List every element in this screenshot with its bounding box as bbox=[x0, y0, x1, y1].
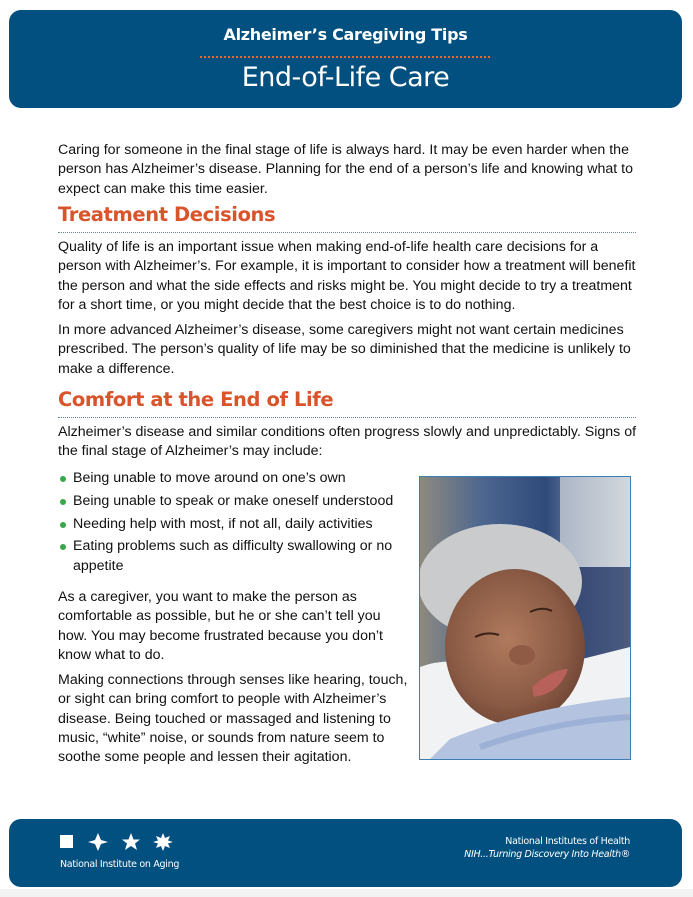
page-title: End-of-Life Care bbox=[241, 62, 450, 93]
starburst-icon bbox=[153, 833, 173, 851]
list-item: Eating problems such as difficulty swallowing or no appetite bbox=[58, 537, 413, 576]
bullet-icon bbox=[60, 499, 66, 505]
nia-label: National Institute on Aging bbox=[60, 859, 180, 870]
comfort-paragraph-1: As a caregiver, you want to make the person as comfortable as possible, but he or she can’t tell you how. You may become frustrated because you don’t know what to do. bbox=[58, 589, 383, 663]
section-heading-comfort: Comfort at the End of Life bbox=[58, 388, 334, 411]
elderly-woman-resting-photo bbox=[419, 476, 631, 760]
section-divider bbox=[58, 232, 636, 233]
five-point-star-icon bbox=[122, 833, 140, 850]
nih-tagline: NIH...Turning Discovery Into Health® bbox=[464, 849, 630, 860]
header-divider bbox=[200, 56, 490, 58]
page-header bbox=[9, 10, 682, 108]
treatment-paragraph-2: In more advanced Alzheimer’s disease, some caregivers might not want certain medicines prescribed. The person’s quality of life may be so diminished that the medicine is unlikely to make a difference. bbox=[58, 322, 631, 377]
photo-illustration bbox=[420, 477, 630, 759]
nih-name: National Institutes of Health bbox=[505, 836, 630, 847]
footer-shadow bbox=[0, 889, 693, 897]
comfort-paragraph-2: Making connections through senses like hearing, touch, or sight can bring comfort to people with Alzheimer’s disease. Being touched or massaged and listening to music, “white” noise, or sounds from nature seem to soothe some people and lessen their agitation. bbox=[58, 672, 408, 766]
four-point-star-icon bbox=[88, 833, 108, 851]
nia-logo bbox=[59, 833, 179, 851]
section-divider bbox=[58, 417, 636, 418]
list-item: Being unable to speak or make oneself understood bbox=[58, 492, 413, 511]
square-icon bbox=[60, 835, 73, 848]
list-item: Needing help with most, if not all, daily activities bbox=[58, 515, 413, 534]
treatment-paragraph-1: Quality of life is an important issue when making end-of-life health care decisions for a person with Alzheimer’s. For example, it is important to consider how a treatment will benefit the person and what the side effects and risks might be. You might decide to try a treatment for a short time, or you might decide that the best choice is to do nothing. bbox=[58, 239, 636, 313]
bullet-icon bbox=[60, 476, 66, 482]
list-item: Being unable to move around on one’s own bbox=[58, 469, 413, 488]
signs-list bbox=[58, 469, 413, 579]
bullet-icon bbox=[60, 544, 66, 550]
intro-paragraph: Caring for someone in the final stage of life is always hard. It may be even harder when the person has Alzheimer’s disease. Planning for the end of a person’s life and knowing what to expect can make this time easier. bbox=[58, 142, 633, 197]
series-title: Alzheimer’s Caregiving Tips bbox=[223, 25, 468, 44]
comfort-lead: Alzheimer’s disease and similar conditions often progress slowly and unpredictably. Signs of the final stage of Alzheimer’s may include: bbox=[58, 424, 637, 460]
section-heading-treatment: Treatment Decisions bbox=[58, 203, 276, 226]
bullet-icon bbox=[60, 522, 66, 528]
page-footer bbox=[9, 819, 682, 887]
